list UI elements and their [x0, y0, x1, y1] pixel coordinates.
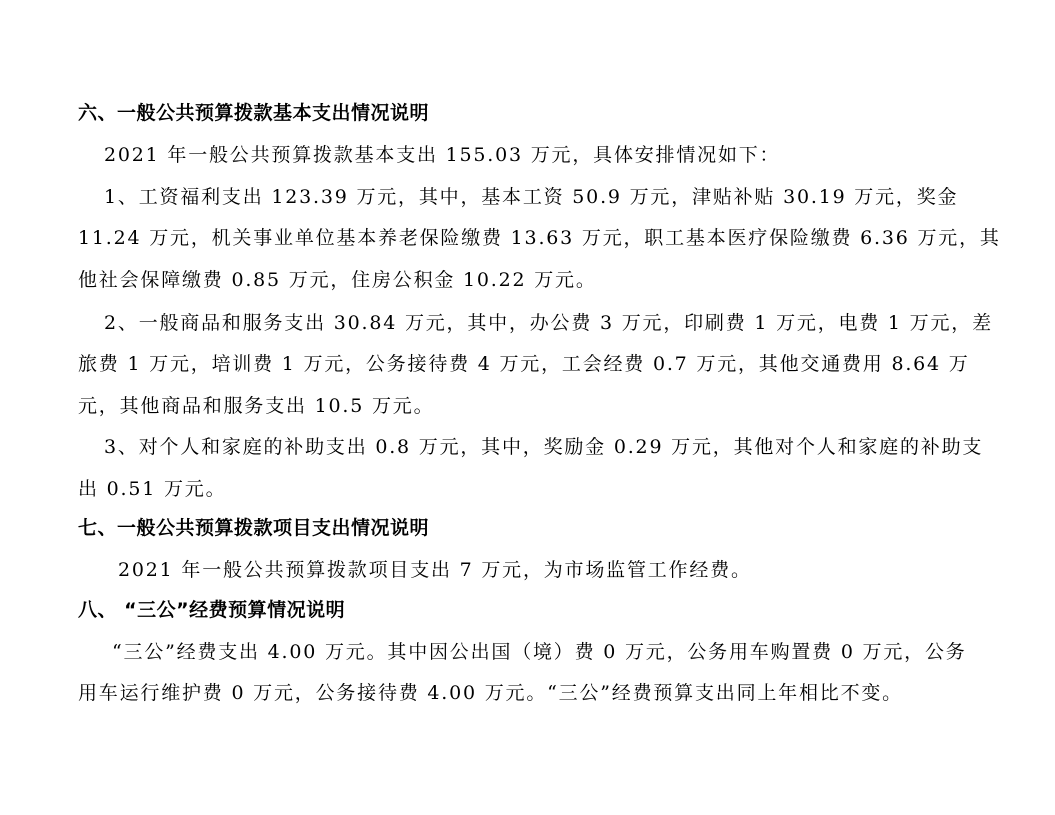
item-3-line-2: 出 0.51 万元。	[78, 478, 227, 500]
section-7-text: 2021 年一般公共预算拨款项目支出 7 万元，为市场监管工作经费。	[118, 559, 752, 581]
item-2-line-3: 元，其他商品和服务支出 10.5 万元。	[78, 395, 435, 417]
item-1-line-1: 1、工资福利支出 123.39 万元，其中，基本工资 50.9 万元，津贴补贴 30.19 万元，奖金	[104, 186, 959, 208]
section-8-line-1: “三公”经费支出 4.00 万元。其中因公出国（境）费 0 万元，公务用车购置费 0 万元，公务	[112, 641, 967, 663]
item-3-line-1: 3、对个人和家庭的补助支出 0.8 万元，其中，奖励金 0.29 万元，其他对个人和家庭的补助支	[104, 436, 984, 458]
section-6-heading: 六、一般公共预算拨款基本支出情况说明	[78, 102, 430, 124]
item-2-line-2: 旅费 1 万元，培训费 1 万元，公务接待费 4 万元，工会经费 0.7 万元，其他交通费用 8.64 万	[78, 353, 970, 375]
item-1-line-3: 他社会保障缴费 0.85 万元，住房公积金 10.22 万元。	[78, 269, 597, 291]
item-2-line-1: 2、一般商品和服务支出 30.84 万元，其中，办公费 3 万元，印刷费 1 万元，电费 1 万元，差	[104, 312, 993, 334]
section-6-intro: 2021 年一般公共预算拨款基本支出 155.03 万元，具体安排情况如下：	[104, 144, 781, 166]
section-7-heading: 七、一般公共预算拨款项目支出情况说明	[78, 517, 430, 539]
item-1-line-2: 11.24 万元，机关事业单位基本养老保险缴费 13.63 万元，职工基本医疗保险缴费 6.36 万元，其	[78, 227, 1001, 249]
section-8-line-2: 用车运行维护费 0 万元，公务接待费 4.00 万元。“三公”经费预算支出同上年相比不变。	[78, 682, 903, 704]
section-8-heading: 八、 “三公”经费预算情况说明	[78, 599, 346, 621]
